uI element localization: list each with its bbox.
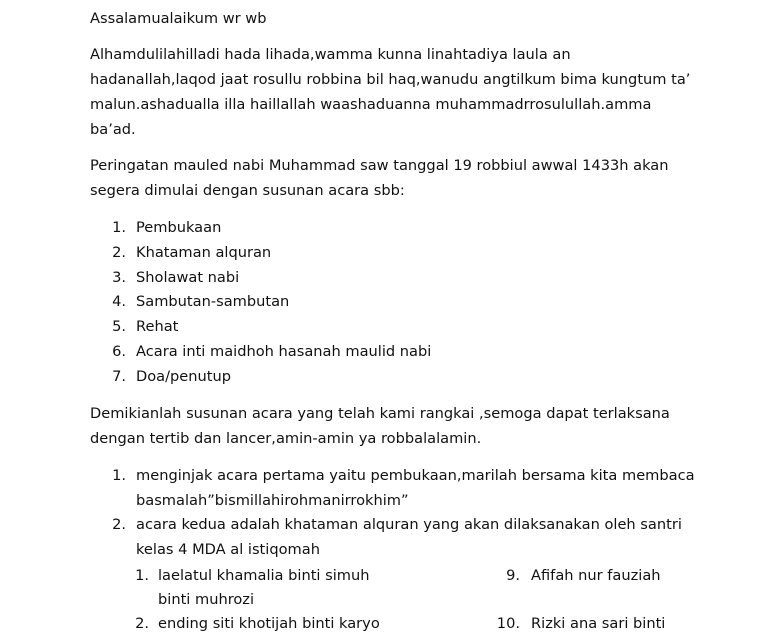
opening-line: malun.ashadualla illa haillallah waashaduanna muhammadrrosulullah.amma <box>90 96 652 113</box>
opening-line: ba’ad. <box>90 121 136 138</box>
santri-name: Afifah nur fauziah <box>531 567 661 584</box>
santri-number: 2. <box>135 615 149 632</box>
detail-text: acara kedua adalah khataman alquran yang akan dilaksanakan oleh santri <box>136 516 682 533</box>
santri-number: 1. <box>135 567 149 584</box>
santri-number: 10. <box>496 615 520 632</box>
agenda-number: 7. <box>112 368 126 385</box>
santri-name: Rizki ana sari binti <box>531 615 666 632</box>
agenda-text: Sholawat nabi <box>136 269 240 286</box>
agenda-text: Khataman alquran <box>136 244 272 261</box>
agenda-text: Sambutan-sambutan <box>136 293 290 310</box>
detail-text: kelas 4 MDA al istiqomah <box>136 541 320 558</box>
agenda-text: Acara inti maidhoh hasanah maulid nabi <box>136 343 432 360</box>
santri-name: binti muhrozi <box>158 591 255 608</box>
opening-line: hadanallah,laqod jaat rosullu robbina bil haq,wanudu angtilkum bima kungtum ta’ <box>90 71 691 88</box>
intro-line: Peringatan mauled nabi Muhammad saw tanggal 19 robbiul awwal 1433h akan <box>90 157 669 174</box>
agenda-number: 1. <box>112 219 126 236</box>
agenda-text: Doa/penutup <box>136 368 232 385</box>
detail-number: 2. <box>112 516 126 533</box>
closing-line: dengan tertib dan lancer,amin-amin ya robbalalamin. <box>90 430 482 447</box>
salutation: Assalamualaikum wr wb <box>90 10 267 27</box>
santri-name: ending siti khotijah binti karyo <box>158 615 380 632</box>
agenda-text: Pembukaan <box>136 219 222 236</box>
detail-text: menginjak acara pertama yaitu pembukaan,marilah bersama kita membaca <box>136 467 695 484</box>
opening-line: Alhamdulilahilladi hada lihada,wamma kunna linahtadiya laula an <box>90 46 571 63</box>
santri-name: laelatul khamalia binti simuh <box>158 567 370 584</box>
agenda-number: 5. <box>112 318 126 335</box>
santri-number: 9. <box>506 567 520 584</box>
agenda-text: Rehat <box>136 318 179 335</box>
agenda-number: 6. <box>112 343 126 360</box>
detail-text: basmalah”bismillahirohmanirrokhim” <box>136 492 409 509</box>
closing-line: Demikianlah susunan acara yang telah kami rangkai ,semoga dapat terlaksana <box>90 405 670 422</box>
agenda-number: 4. <box>112 293 126 310</box>
intro-line: segera dimulai dengan susunan acara sbb: <box>90 182 405 199</box>
agenda-number: 3. <box>112 269 126 286</box>
agenda-number: 2. <box>112 244 126 261</box>
detail-number: 1. <box>112 467 126 484</box>
